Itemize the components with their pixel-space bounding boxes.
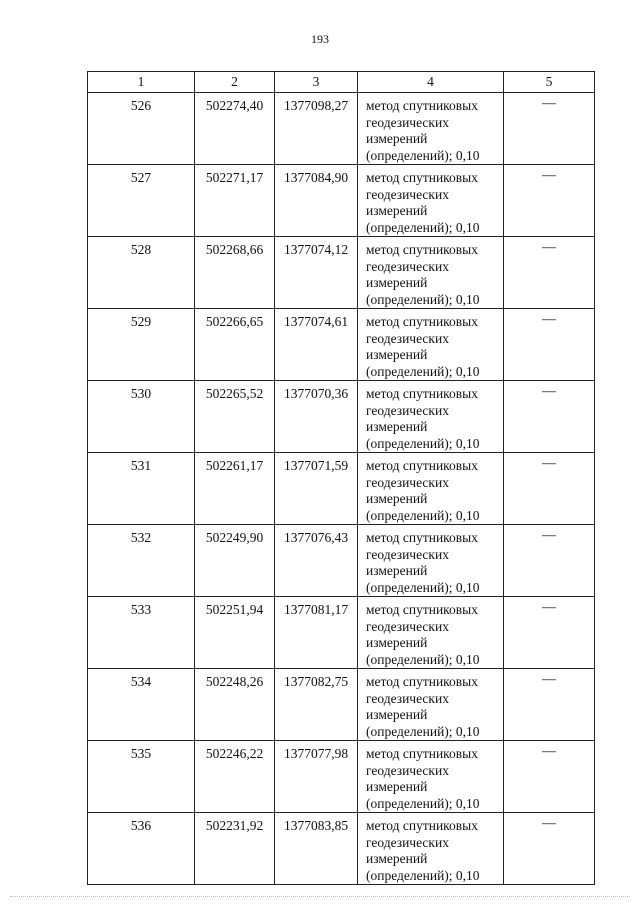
header-col-1: 1: [88, 72, 195, 93]
table-row: [88, 237, 595, 309]
col5-value: —: [504, 813, 595, 885]
method-line: (определений); 0,10: [366, 291, 480, 307]
point-number: 534: [88, 669, 195, 741]
point-number: 529: [88, 309, 195, 381]
method-line: измерений: [366, 563, 428, 578]
coordinate-x: 502248,26: [195, 669, 275, 741]
point-number: 532: [88, 525, 195, 597]
method-line: геодезических: [366, 474, 449, 490]
col5-value: —: [504, 309, 595, 381]
method-line: метод спутниковых: [366, 818, 478, 833]
method-line: измерений: [366, 779, 428, 794]
method-description: [358, 525, 504, 597]
method-line: геодезических: [366, 258, 449, 274]
method-line: измерений: [366, 131, 428, 146]
coordinate-y: 1377074,61: [275, 309, 358, 381]
table-row: [88, 453, 595, 525]
method-description: [358, 669, 504, 741]
header-col-5: 5: [504, 72, 595, 93]
method-line: измерений: [366, 347, 428, 362]
method-description: [358, 309, 504, 381]
coordinate-y: 1377077,98: [275, 741, 358, 813]
point-number: 526: [88, 93, 195, 165]
method-line: измерений: [366, 707, 428, 722]
method-line: метод спутниковых: [366, 170, 478, 185]
method-line: геодезических: [366, 762, 449, 778]
point-number: 535: [88, 741, 195, 813]
coordinate-x: 502271,17: [195, 165, 275, 237]
method-line: метод спутниковых: [366, 602, 478, 617]
method-line: (определений); 0,10: [366, 579, 480, 595]
method-line: (определений); 0,10: [366, 435, 480, 451]
method-line: (определений); 0,10: [366, 219, 480, 235]
col5-value: —: [504, 165, 595, 237]
coordinate-y: 1377074,12: [275, 237, 358, 309]
table-header-row: [88, 72, 595, 93]
method-line: метод спутниковых: [366, 674, 478, 689]
method-description: [358, 741, 504, 813]
method-description: [358, 237, 504, 309]
coordinate-x: 502265,52: [195, 381, 275, 453]
method-line: метод спутниковых: [366, 746, 478, 761]
method-line: (определений); 0,10: [366, 723, 480, 739]
coordinate-x: 502249,90: [195, 525, 275, 597]
col5-value: —: [504, 597, 595, 669]
method-line: метод спутниковых: [366, 530, 478, 545]
method-line: (определений); 0,10: [366, 867, 480, 883]
coordinate-x: 502274,40: [195, 93, 275, 165]
method-description: [358, 453, 504, 525]
coordinate-x: 502268,66: [195, 237, 275, 309]
method-line: измерений: [366, 635, 428, 650]
col5-value: —: [504, 525, 595, 597]
method-description: [358, 813, 504, 885]
point-number: 531: [88, 453, 195, 525]
coordinate-x: 502251,94: [195, 597, 275, 669]
method-line: метод спутниковых: [366, 98, 478, 113]
method-description: [358, 93, 504, 165]
point-number: 533: [88, 597, 195, 669]
table-row: [88, 669, 595, 741]
col5-value: —: [504, 237, 595, 309]
page-number: 193: [311, 32, 329, 46]
method-line: измерений: [366, 419, 428, 434]
header-col-3: 3: [275, 72, 358, 93]
coordinate-y: 1377098,27: [275, 93, 358, 165]
coordinate-x: 502231,92: [195, 813, 275, 885]
method-description: [358, 381, 504, 453]
coordinate-x: 502246,22: [195, 741, 275, 813]
method-line: метод спутниковых: [366, 242, 478, 257]
point-number: 528: [88, 237, 195, 309]
coordinate-y: 1377082,75: [275, 669, 358, 741]
table-row: [88, 381, 595, 453]
header-col-4: 4: [358, 72, 504, 93]
coordinate-y: 1377071,59: [275, 453, 358, 525]
method-line: измерений: [366, 851, 428, 866]
point-number: 527: [88, 165, 195, 237]
point-number: 536: [88, 813, 195, 885]
table-row: [88, 597, 595, 669]
method-description: [358, 165, 504, 237]
coordinate-y: 1377076,43: [275, 525, 358, 597]
table-row: [88, 93, 595, 165]
scan-footer-artifact: [10, 896, 630, 899]
method-line: геодезических: [366, 330, 449, 346]
coordinate-y: 1377084,90: [275, 165, 358, 237]
method-line: геодезических: [366, 402, 449, 418]
method-line: (определений); 0,10: [366, 507, 480, 523]
method-line: геодезических: [366, 114, 449, 130]
table-row: [88, 525, 595, 597]
coordinate-y: 1377081,17: [275, 597, 358, 669]
method-line: (определений); 0,10: [366, 363, 480, 379]
method-line: (определений); 0,10: [366, 651, 480, 667]
method-line: измерений: [366, 275, 428, 290]
method-line: метод спутниковых: [366, 458, 478, 473]
method-line: геодезических: [366, 834, 449, 850]
table-row: [88, 309, 595, 381]
coordinate-y: 1377070,36: [275, 381, 358, 453]
method-description: [358, 597, 504, 669]
method-line: геодезических: [366, 690, 449, 706]
col5-value: —: [504, 381, 595, 453]
col5-value: —: [504, 669, 595, 741]
coordinate-y: 1377083,85: [275, 813, 358, 885]
table-row: [88, 813, 595, 885]
method-line: геодезических: [366, 618, 449, 634]
method-line: метод спутниковых: [366, 314, 478, 329]
table-row: [88, 741, 595, 813]
method-line: измерений: [366, 203, 428, 218]
col5-value: —: [504, 453, 595, 525]
coordinates-table: [87, 71, 595, 885]
coordinate-x: 502261,17: [195, 453, 275, 525]
method-line: метод спутниковых: [366, 386, 478, 401]
col5-value: —: [504, 741, 595, 813]
method-line: измерений: [366, 491, 428, 506]
point-number: 530: [88, 381, 195, 453]
method-line: (определений); 0,10: [366, 795, 480, 811]
method-line: геодезических: [366, 546, 449, 562]
coordinate-x: 502266,65: [195, 309, 275, 381]
col5-value: —: [504, 93, 595, 165]
table-row: [88, 165, 595, 237]
header-col-2: 2: [195, 72, 275, 93]
method-line: геодезических: [366, 186, 449, 202]
method-line: (определений); 0,10: [366, 147, 480, 163]
